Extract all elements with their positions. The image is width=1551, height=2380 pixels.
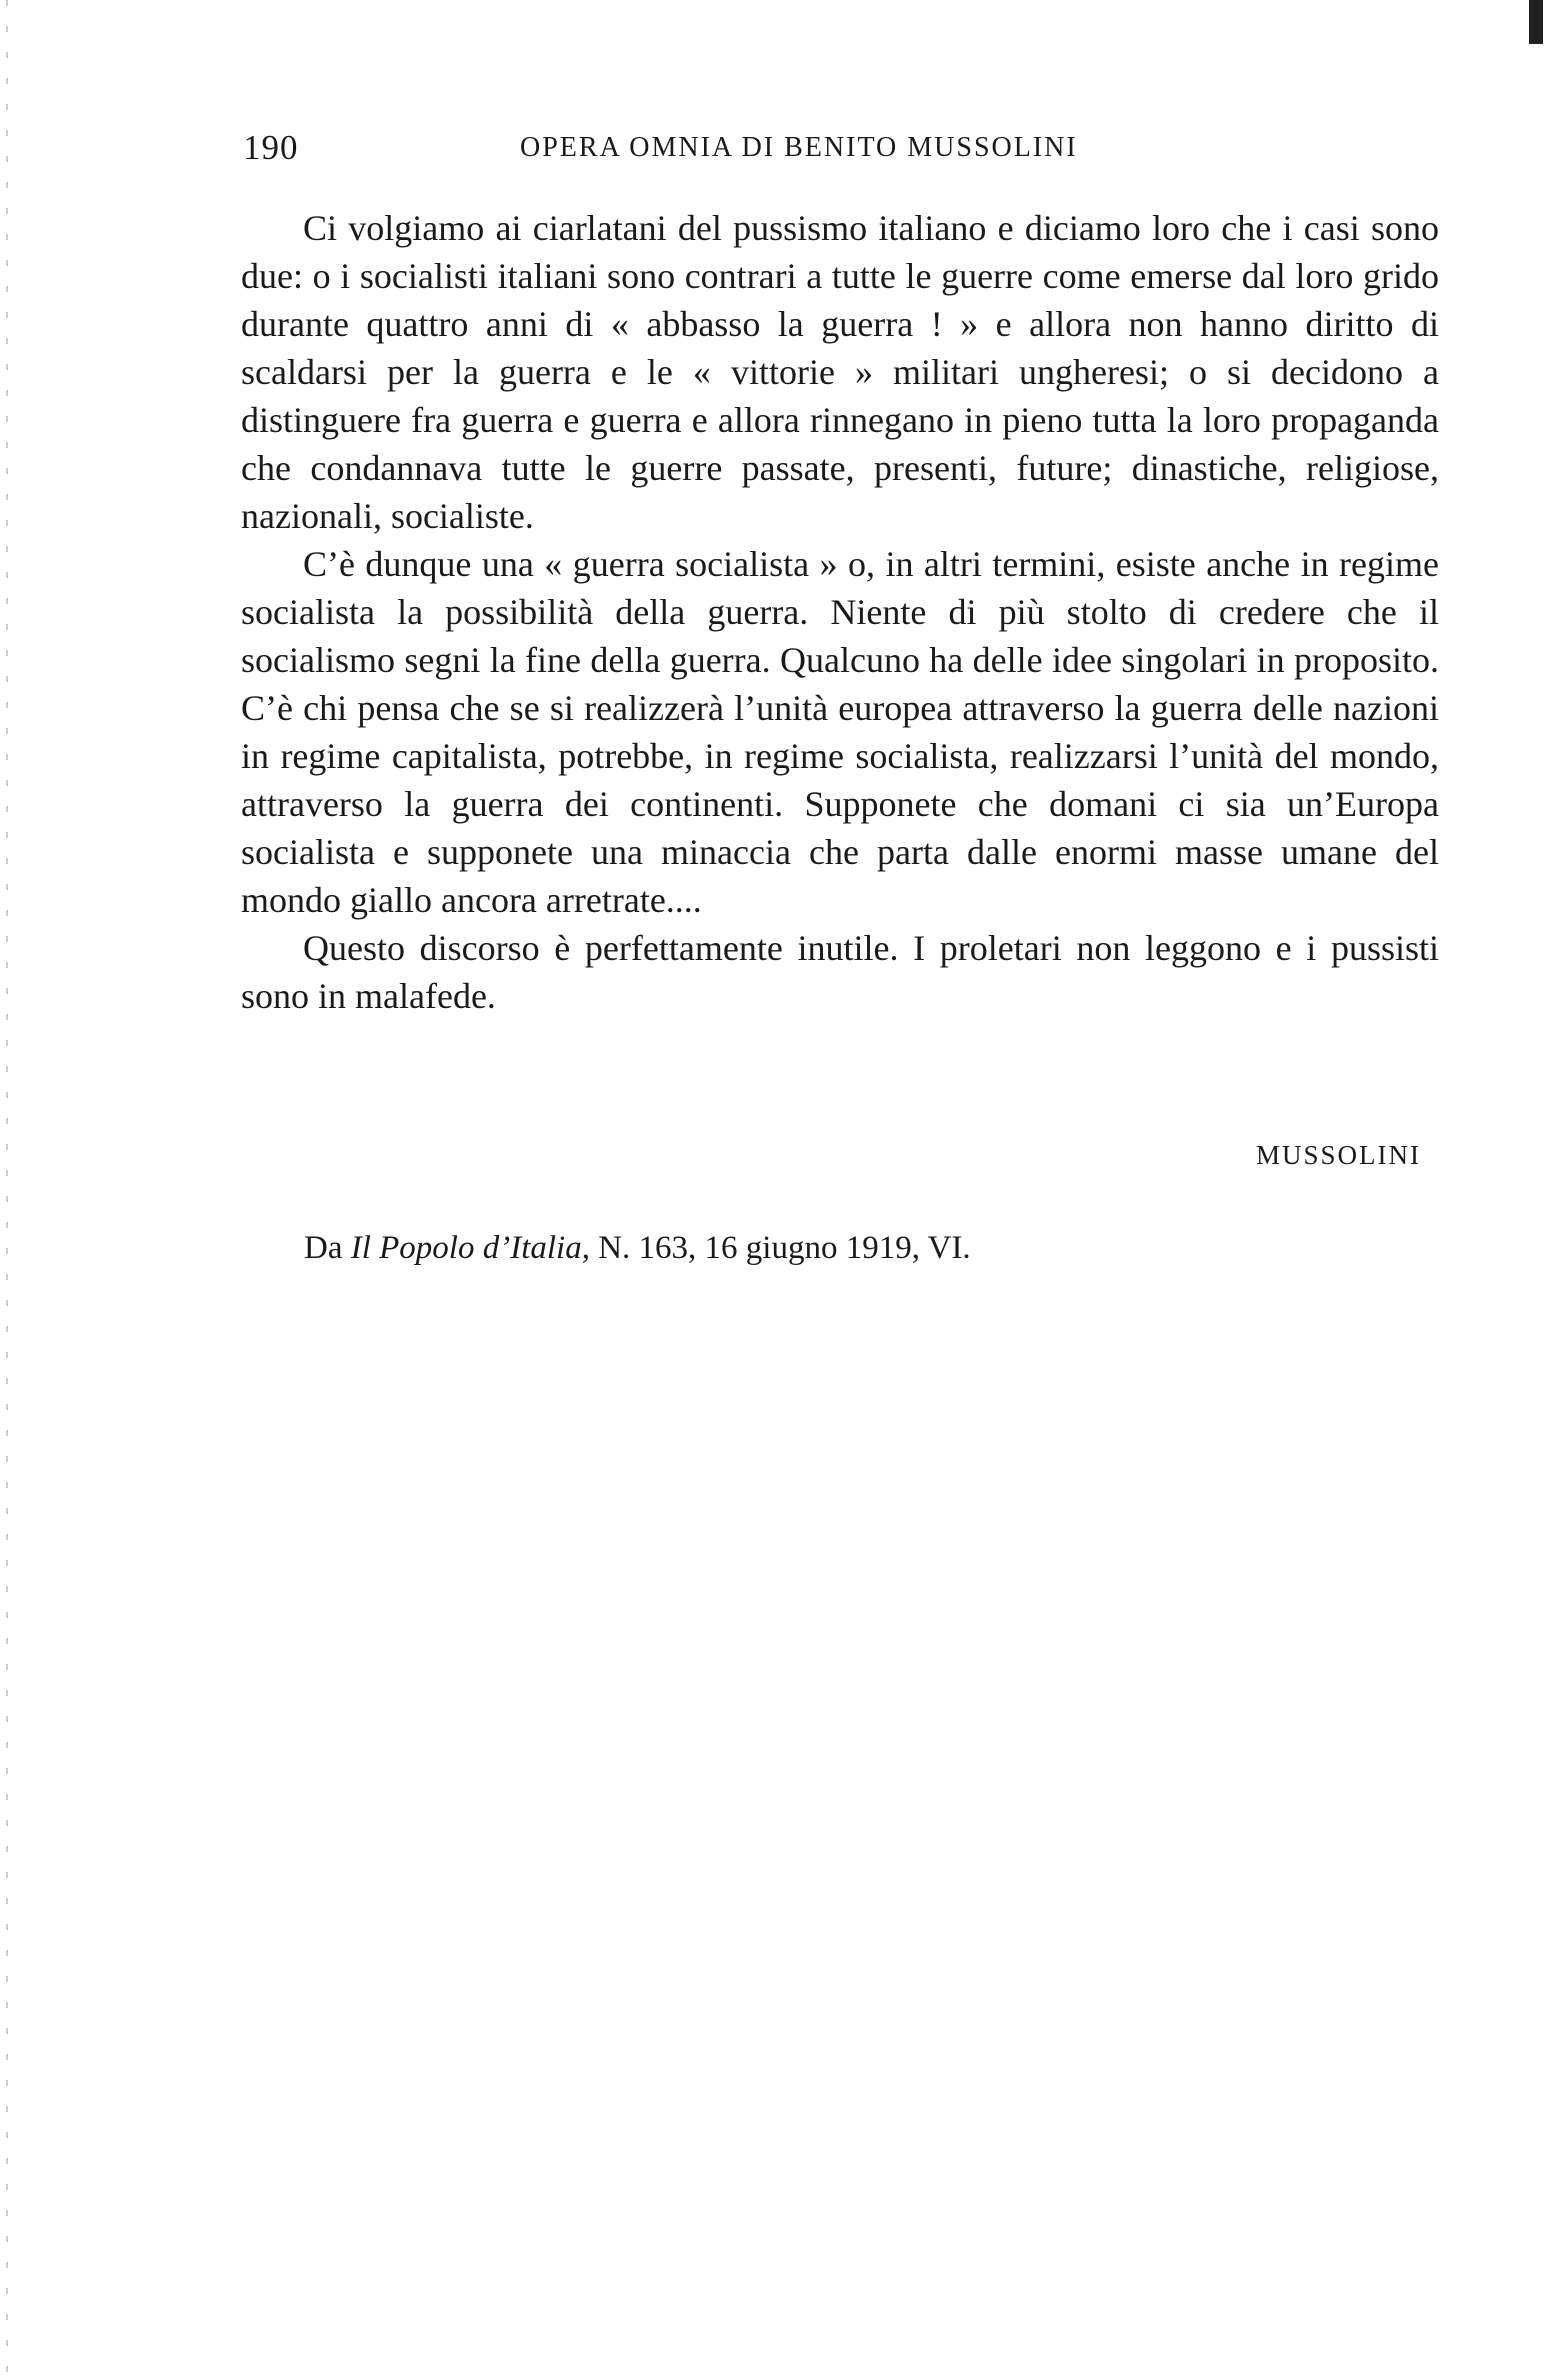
- paragraph: C’è dunque una « guerra socialista » o, in altri termini, esiste anche in regime socialista la possibilità della guerra. Niente di più stolto di credere che il socialismo segni la fine della guerra. Qualcuno ha delle idee singolari in proposito. C’è chi pensa che se si realizzerà l’unità europea attraverso la guerra delle nazioni in regime capitalista, potrebbe, in regime socialista, realizzarsi l’unità del mondo, attraverso la guerra dei continenti. Supponete che domani ci sia un’Europa socialista e supponete una minaccia che parta dalle enormi masse umane del mondo giallo ancora arretrate....: [241, 544, 1439, 920]
- source-details: N. 163, 16 giugno 1919, VI.: [598, 1230, 971, 1266]
- author-signature: MUSSOLINI: [1256, 1140, 1422, 1170]
- scan-corner-mark: [1529, 0, 1543, 44]
- scan-edge-shadow: [6, 0, 8, 2380]
- paragraph: Questo discorso è perfettamente inutile. I proletari non leggono e i pussisti sono in malafede.: [241, 928, 1439, 1016]
- running-title: OPERA OMNIA DI BENITO MUSSOLINI: [520, 132, 1078, 163]
- source-prefix: Da: [304, 1230, 343, 1266]
- source-citation: [304, 1230, 971, 1267]
- paragraph: Ci volgiamo ai ciarlatani del pussismo italiano e diciamo loro che i casi sono due: o i socialisti italiani sono contrari a tutte le guerre come emerse dal loro grido durante quattro anni di « abbasso la guerra ! » e allora non hanno diritto di scaldarsi per la guerra e le « vittorie » militari ungheresi; o si decidono a distinguere fra guerra e guerra e allora rinnegano in pieno tutta la loro propaganda che condannava tutte le guerre passate, presenti, future; dinastiche, religiose, nazionali, socialiste.: [241, 208, 1439, 536]
- page-number: 190: [243, 128, 299, 167]
- source-publication: Il Popolo d’Italia,: [350, 1230, 590, 1266]
- running-head: [243, 128, 1443, 178]
- article-body: [241, 204, 1439, 1020]
